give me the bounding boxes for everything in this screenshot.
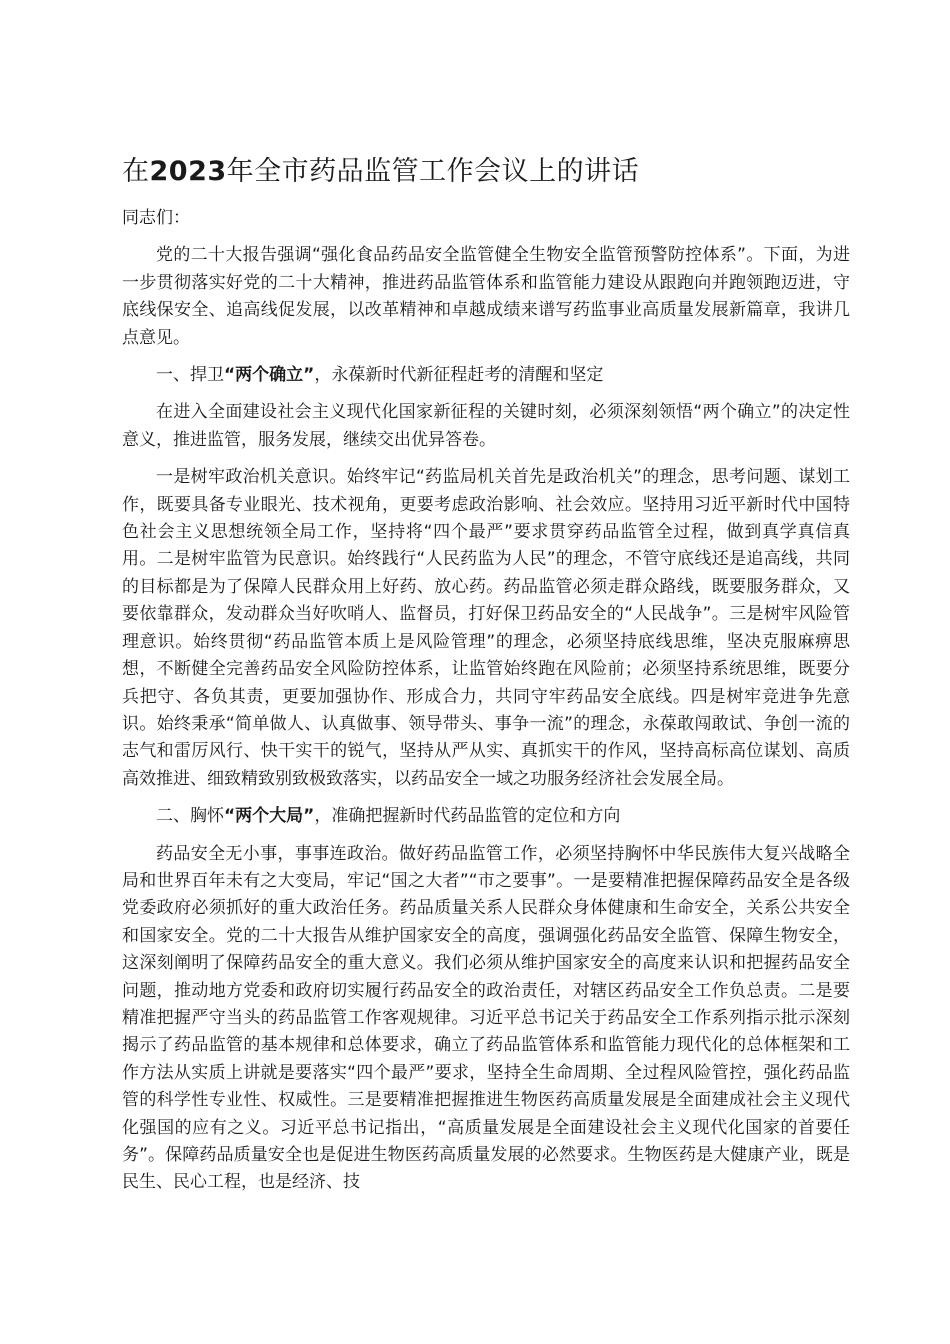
section-2-heading-number: 二、胸怀: [156, 806, 224, 827]
page-title: [122, 150, 639, 194]
section-2-heading-keyword: “两个大局”: [224, 806, 315, 827]
section-1-heading-text: ，永葆新时代新征程赶考的清醒和坚定: [314, 365, 604, 386]
section-1-paragraph-1: 在进入全面建设社会主义现代化国家新征程的关键时刻，必须深刻领悟“两个确立”的决定性意义，推进监管，服务发展，继续交出优异答卷。: [122, 402, 850, 450]
section-1-heading-number: 一、捍卫: [156, 365, 224, 386]
title-year: 2023: [149, 156, 227, 187]
title-suffix: 年全市药品监管工作会议上的讲话: [226, 156, 640, 187]
section-2-heading-text: ，准确把握新时代药品监管的定位和方向: [314, 806, 621, 827]
section-1-paragraph-2: 一是树牢政治机关意识。始终牢记“药监局机关首先是政治机关”的理念，思考问题、谋划工作，既要具备专业眼光、技术视角，更要考虑政治影响、社会效应。坚持用习近平新时代中国特色社会主义思想统领全局工作，坚持将“四个最严”要求贯穿药品监管全过程，做到真学真信真用。二是树牢监管为民意识。始终践行“人民药监为人民”的理念，不管守底线还是追高线，共同的目标都是为了保障人民群众用上好药、放心药。药品监管必须走群众路线，既要服务群众，又要依靠群众，发动群众当好吹哨人、监督员，打好保卫药品安全的“人民战争”。三是树牢风险管理意识。始终贯彻“药品监管本质上是风险管理”的理念，必须坚持底线思维，坚决克服麻痹思想，不断健全完善药品安全风险防控体系，让监管始终跑在风险前；必须坚持系统思维，既要分兵把守、各负其责，更要加强协作、形成合力，共同守牢药品安全底线。四是树牢竞进争先意识。始终秉承“简单做人、认真做事、领导带头、事争一流”的理念，永葆敢闯敢试、争创一流的志气和雷厉风行、快干实干的锐气，坚持从严从实、真抓实干的作风，坚持高标高位谋划、高质高效推进、细致精致别致极致落实，以药品安全一域之功服务经济社会发展全局。: [122, 467, 850, 789]
section-1-heading-keyword: “两个确立”: [224, 365, 315, 386]
intro-paragraph: 党的二十大报告强调“强化食品药品安全监管健全生物安全监管预警防控体系”。下面，为进一步贯彻落实好党的二十大精神，推进药品监管体系和监管能力建设从跟跑向并跑领跑迈进，守底线保安全、追高线促发展，以改革精神和卓越成绩来谱写药监事业高质量发展新篇章，我讲几点意见。: [122, 245, 850, 348]
section-2-paragraph-1: 药品安全无小事，事事连政治。做好药品监管工作，必须坚持胸怀中华民族伟大复兴战略全局和世界百年未有之大变局，牢记“国之大者”“市之要事”。一是要精准把握保障药品安全是各级党委政府必须抓好的重大政治任务。药品质量关系人民群众身体健康和生命安全，关系公共安全和国家安全。党的二十大报告从维护国家安全的高度，强调强化药品安全监管、保障生物安全，这深刻阐明了保障药品安全的重大意义。我们必须从维护国家安全的高度来认识和把握药品安全问题，推动地方党委和政府切实履行药品安全的政治责任，对辖区药品安全工作负总责。二是要精准把握严守当头的药品监管工作客观规律。习近平总书记关于药品安全工作系列指示批示深刻揭示了药品监管的基本规律和总体要求，确立了药品监管体系和监管能力现代化的总体框架和工作方法从实质上讲就是要落实“四个最严”要求，坚持全生命周期、全过程风险管控，强化药品监管的科学性专业性、权威性。三是要精准把握推进生物医药高质量发展是全面建成社会主义现代化强国的应有之义。习近平总书记指出，“高质量发展是全面建设社会主义现代化国家的首要任务”。保障药品质量安全也是促进生物医药高质量发展的必然要求。生物医药是大健康产业，既是民生、民心工程，也是经济、技: [122, 843, 850, 1193]
section-heading-2: [122, 803, 850, 830]
salutation: 同志们：: [122, 208, 190, 228]
document-body: [122, 205, 850, 1207]
section-heading-1: [122, 362, 850, 389]
title-prefix: 在: [122, 156, 150, 187]
